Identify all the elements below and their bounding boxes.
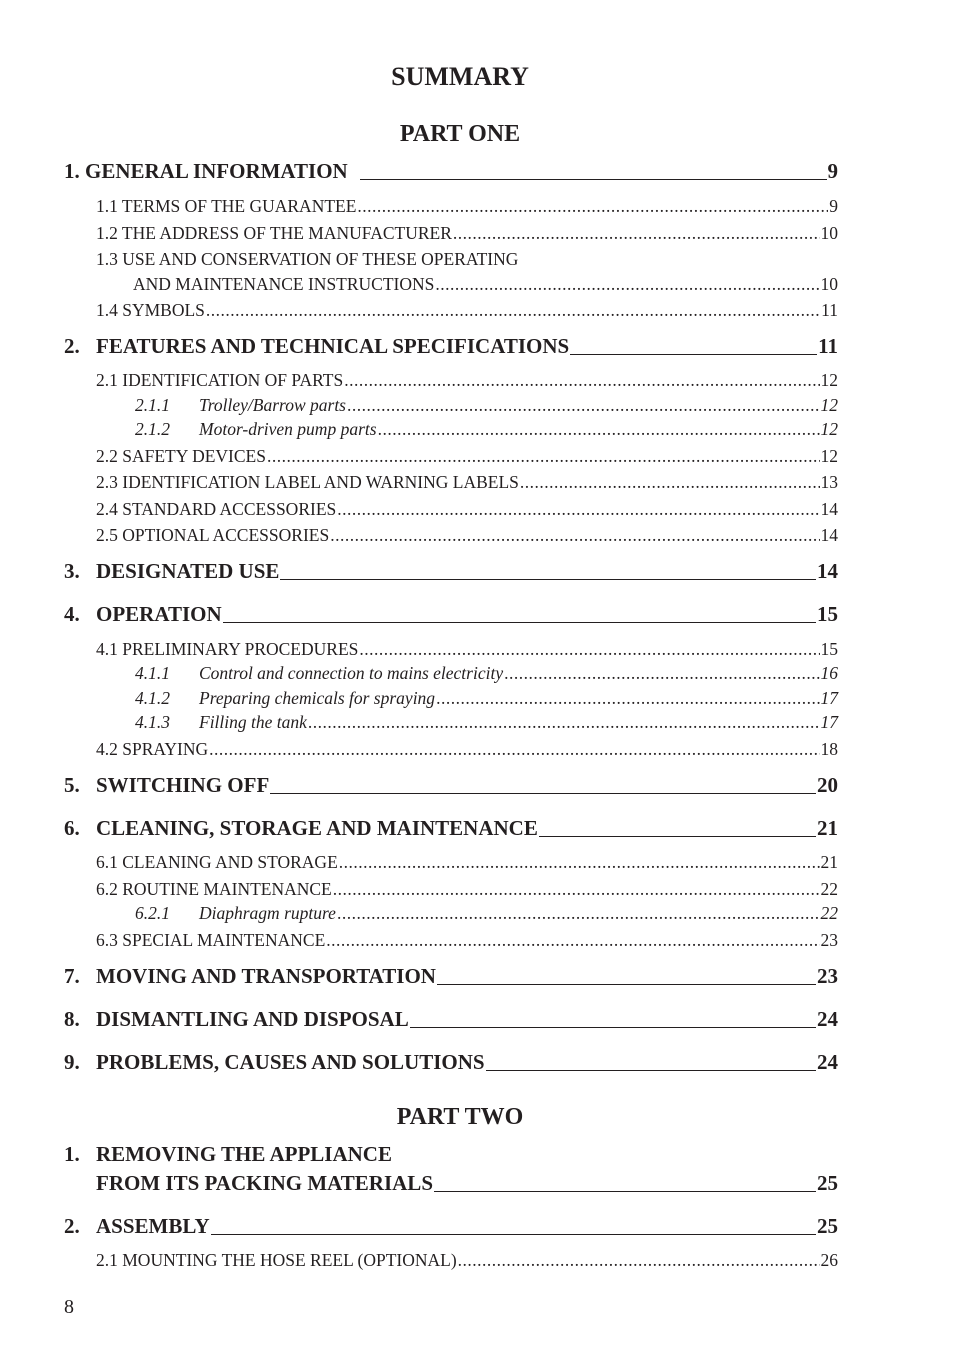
toc-page-number: 12 xyxy=(820,419,838,439)
toc-label: 1.2 THE ADDRESS OF THE MANUFACTURER xyxy=(96,223,452,243)
toc-page-number: 10 xyxy=(820,274,838,294)
toc-entry-2-3 xyxy=(96,472,838,493)
toc-label: 4.2 SPRAYING xyxy=(96,739,209,759)
toc-page-number: 14 xyxy=(820,499,838,519)
toc-page-number: 24 xyxy=(817,1007,838,1031)
toc-entry-4-1-3 xyxy=(135,712,838,733)
toc-section-1 xyxy=(64,159,838,184)
toc-entry-6-3 xyxy=(96,930,838,951)
page-title: SUMMARY xyxy=(391,62,529,91)
toc-section-3 xyxy=(64,559,838,584)
toc-label: 1.4 SYMBOLS xyxy=(96,300,205,320)
toc-number: 4.1.3 xyxy=(135,712,170,732)
toc-label: 6.1 CLEANING AND STORAGE xyxy=(96,852,338,872)
toc-page-number: 18 xyxy=(820,739,838,759)
toc-label: OPERATION xyxy=(96,602,222,626)
toc-page-number: 15 xyxy=(820,639,838,659)
toc-page-number: 14 xyxy=(820,525,838,545)
toc-entry-2-5 xyxy=(96,525,838,546)
toc-label: MOVING AND TRANSPORTATION xyxy=(96,964,436,988)
toc-entry-2-1 xyxy=(96,370,838,391)
toc-page-number: 24 xyxy=(817,1050,838,1074)
toc-page-number: 20 xyxy=(817,773,838,797)
toc-label: DESIGNATED USE xyxy=(96,559,280,583)
toc-part2-section-1 xyxy=(96,1171,838,1196)
toc-label: Control and connection to mains electricity xyxy=(199,663,504,683)
toc-page-number: 26 xyxy=(820,1250,838,1270)
toc-label: 2.1 MOUNTING THE HOSE REEL (OPTIONAL) xyxy=(96,1250,457,1270)
toc-page-number: 16 xyxy=(820,663,838,683)
toc-page-number: 14 xyxy=(817,559,838,583)
toc-label: 6.2 ROUTINE MAINTENANCE xyxy=(96,879,332,899)
toc-label: 4.1 PRELIMINARY PROCEDURES xyxy=(96,639,359,659)
toc-entry-1-3-line1: 1.3 USE AND CONSERVATION OF THESE OPERATING xyxy=(96,249,519,269)
toc-page-number: 9 xyxy=(829,196,838,216)
toc-label: REMOVING THE APPLIANCE xyxy=(96,1142,392,1166)
toc-page-number: 10 xyxy=(820,223,838,243)
toc-page-number: 25 xyxy=(817,1171,838,1195)
toc-page-number: 13 xyxy=(820,472,838,492)
toc-number: 8. xyxy=(64,1007,80,1031)
toc-entry-4-1-2 xyxy=(135,688,838,709)
page-number: 8 xyxy=(64,1296,74,1318)
toc-page-number: 21 xyxy=(820,852,838,872)
toc-entry-4-1 xyxy=(96,639,838,660)
toc-section-4 xyxy=(64,602,838,627)
toc-number: 9. xyxy=(64,1050,80,1074)
part-one-heading: PART ONE xyxy=(399,121,521,147)
toc-page-number: 25 xyxy=(817,1214,838,1238)
toc-label: 2.5 OPTIONAL ACCESSORIES xyxy=(96,525,330,545)
toc-page-number: 12 xyxy=(820,395,838,415)
toc-label: 1. GENERAL INFORMATION xyxy=(64,159,348,183)
toc-section-6 xyxy=(64,816,838,841)
toc-page-number: 17 xyxy=(820,688,838,708)
toc-entry-4-2 xyxy=(96,739,838,760)
toc-number: 2.1.1 xyxy=(135,395,170,415)
toc-section-5 xyxy=(64,773,838,798)
toc-number: 7. xyxy=(64,964,80,988)
toc-page-number: 21 xyxy=(817,816,838,840)
toc-label: 6.3 SPECIAL MAINTENANCE xyxy=(96,930,326,950)
toc-label: FROM ITS PACKING MATERIALS xyxy=(96,1171,433,1195)
toc-label: Filling the tank xyxy=(199,712,307,732)
toc-label: 2.4 STANDARD ACCESSORIES xyxy=(96,499,337,519)
toc-part2-section-1-line1 xyxy=(64,1142,838,1167)
toc-number: 1. xyxy=(64,1142,80,1166)
toc-number: 3. xyxy=(64,559,80,583)
toc-entry-1-2 xyxy=(96,223,838,244)
toc-entry-1-1 xyxy=(96,196,838,217)
toc-entry-6-2-1 xyxy=(135,903,838,924)
toc-page-number: 22 xyxy=(820,879,838,899)
toc-page-number: 11 xyxy=(821,300,838,320)
toc-page-number: 12 xyxy=(820,370,838,390)
toc-label: Diaphragm rupture xyxy=(199,903,336,923)
part-two-heading: PART TWO xyxy=(396,1104,524,1130)
toc-number: 6.2.1 xyxy=(135,903,170,923)
toc-label: DISMANTLING AND DISPOSAL xyxy=(96,1007,409,1031)
toc-page-number: 15 xyxy=(817,602,838,626)
toc-section-7 xyxy=(64,964,838,989)
toc-entry-2-1-2 xyxy=(135,419,838,440)
toc-number: 6. xyxy=(64,816,80,840)
toc-number: 2. xyxy=(64,1214,80,1238)
toc-number: 4.1.1 xyxy=(135,663,170,683)
toc-label: FEATURES AND TECHNICAL SPECIFICATIONS xyxy=(96,334,570,358)
toc-label: Preparing chemicals for spraying xyxy=(199,688,436,708)
toc-label: 2.1 IDENTIFICATION OF PARTS xyxy=(96,370,344,390)
toc-label: AND MAINTENANCE INSTRUCTIONS xyxy=(133,274,435,294)
toc-part2-entry-2-1 xyxy=(96,1250,838,1271)
toc-entry-2-1-1 xyxy=(135,395,838,416)
toc-section-9 xyxy=(64,1050,838,1075)
toc-label: ASSEMBLY xyxy=(96,1214,210,1238)
toc-page-number: 11 xyxy=(818,334,838,358)
toc-page-number: 9 xyxy=(827,159,838,183)
toc-label: PROBLEMS, CAUSES AND SOLUTIONS xyxy=(96,1050,485,1074)
toc-section-2 xyxy=(64,334,838,359)
toc-label: Motor-driven pump parts xyxy=(199,419,377,439)
toc-number: 2.1.2 xyxy=(135,419,170,439)
toc-page-number: 22 xyxy=(820,903,838,923)
toc-entry-1-4 xyxy=(96,300,838,321)
toc-label: 2.3 IDENTIFICATION LABEL AND WARNING LABELS xyxy=(96,472,519,492)
toc-label: CLEANING, STORAGE AND MAINTENANCE xyxy=(96,816,538,840)
toc-label: 1.1 TERMS OF THE GUARANTEE xyxy=(96,196,357,216)
toc-label: 2.2 SAFETY DEVICES xyxy=(96,446,266,466)
toc-page-number: 12 xyxy=(820,446,838,466)
toc-entry-2-2 xyxy=(96,446,838,467)
toc-entry-4-1-1 xyxy=(135,663,838,684)
toc-page-number: 23 xyxy=(820,930,838,950)
toc-entry-6-2 xyxy=(96,879,838,900)
toc-entry-6-1 xyxy=(96,852,838,873)
toc-page-number: 17 xyxy=(820,712,838,732)
toc-page-number: 23 xyxy=(817,964,838,988)
toc-label: SWITCHING OFF xyxy=(96,773,270,797)
toc-label: Trolley/Barrow parts xyxy=(199,395,346,415)
toc-entry-1-3 xyxy=(133,274,838,295)
toc-entry-2-4 xyxy=(96,499,838,520)
toc-section-8 xyxy=(64,1007,838,1032)
toc-number: 4.1.2 xyxy=(135,688,170,708)
toc-part2-section-2 xyxy=(64,1214,838,1239)
toc-number: 2. xyxy=(64,334,80,358)
toc-number: 4. xyxy=(64,602,80,626)
toc-number: 5. xyxy=(64,773,80,797)
